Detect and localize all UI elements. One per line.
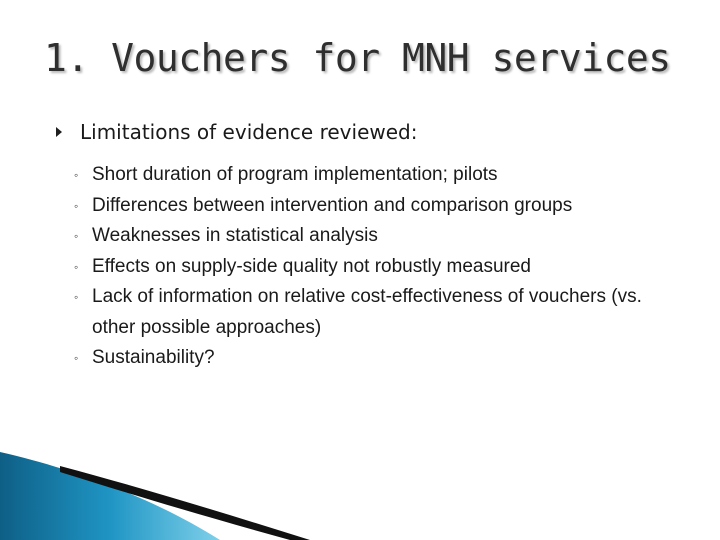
circle-bullet-icon: ◦ xyxy=(74,259,79,274)
main-bullet-text: Limitations of evidence reviewed: xyxy=(80,120,418,144)
circle-bullet-icon: ◦ xyxy=(74,290,79,304)
circle-bullet-icon: ◦ xyxy=(74,198,79,213)
slide-title: 1. Vouchers for MNH services xyxy=(44,36,671,80)
circle-bullet-icon: ◦ xyxy=(74,168,79,182)
list-item-text: Weaknesses in statistical analysis xyxy=(92,225,378,246)
list-item-text: Short duration of program implementation; pilots xyxy=(92,164,498,185)
teal-wave-shape xyxy=(0,452,220,540)
circle-bullet-icon: ◦ xyxy=(74,229,79,243)
list-item-text: Differences between intervention and comparison groups xyxy=(92,194,573,216)
list-item-text: Effects on supply-side quality not robustly measured xyxy=(92,255,531,277)
list-item-text: Sustainability? xyxy=(92,347,215,368)
circle-bullet-icon: ◦ xyxy=(74,351,79,365)
list-item-text: Lack of information on relative cost-effectiveness of vouchers (vs. other possible approaches) xyxy=(92,286,642,338)
